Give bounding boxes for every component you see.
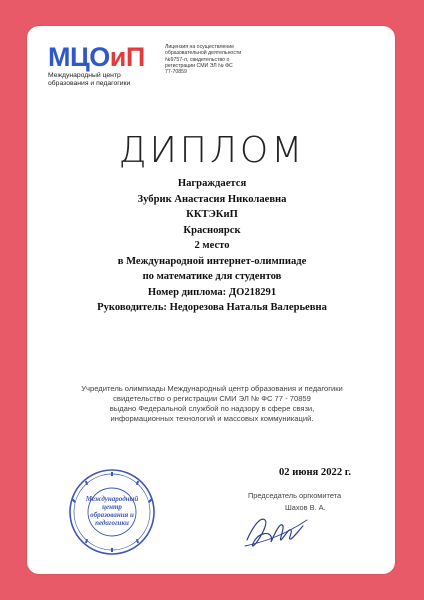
founder-info: Учредитель олимпиады Международный центр образования и педагогики свидетельство о регистрации СМИ ЭЛ № ФС 77 - 70859 выдано Федеральной службой по надзору в сфере связи, информационных технологий и массовых коммуникаций. (81, 384, 343, 423)
stamp-text-line-3: образования и (90, 511, 134, 519)
logo-abbreviation: МЦОиП (48, 42, 145, 72)
logo-full-name: Международный центр образования и педагогики (48, 72, 131, 87)
signature-image (243, 506, 309, 554)
official-stamp (67, 467, 157, 557)
diploma-title: ДИПЛОМ (118, 130, 306, 171)
event-line-2: по математике для студентов (142, 271, 282, 282)
supervisor: Руководитель: Недорезова Наталья Валерьевна (97, 302, 327, 313)
stamp-text-line-1: Международный (85, 495, 139, 503)
awarded-label: Награждается (177, 178, 247, 189)
city: Красноярск (183, 224, 241, 236)
organization-logo (48, 42, 158, 92)
diploma-number: Номер диплома: ДО218291 (147, 286, 277, 298)
license-info: Лицензия на осуществление образовательной деятельности №9757-л, свидетельство о регистрации СМИ ЭЛ № ФС 77-70859 (165, 44, 242, 76)
issue-date: 02 июня 2022 г. (279, 467, 352, 478)
event-line-1: в Международной интернет-олимпиаде (117, 255, 307, 267)
chair-name: Шахов В. А. (285, 503, 326, 512)
place: 2 место (194, 240, 230, 251)
stamp-seal (67, 467, 157, 557)
stamp-text-line-2: центр (102, 503, 122, 511)
award-text (60, 176, 364, 316)
chair-role: Председатель оргкомитета (248, 491, 342, 500)
recipient-name: Зубрик Анастасия Николаевна (137, 193, 287, 205)
institution: ККТЭКиП (186, 209, 238, 220)
stamp-text-line-4: педагогики (95, 519, 129, 527)
